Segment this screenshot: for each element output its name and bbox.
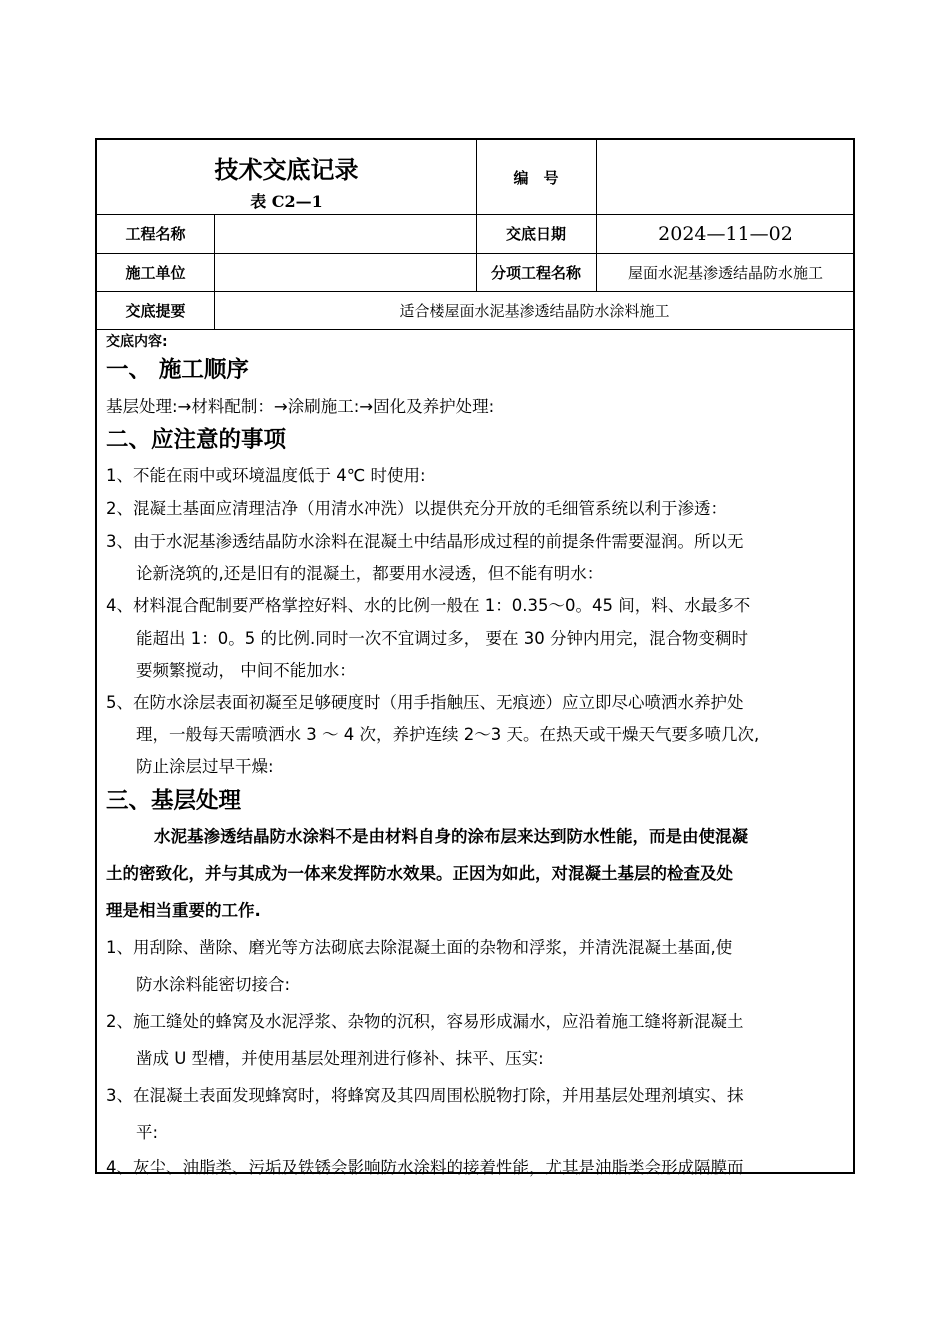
substrate-line: 防水涂料能密切接合: xyxy=(136,975,291,994)
precaution-line: 5、在防水涂层表面初凝至足够硬度时（用手指触压、无痕迹）应立即尽心喷洒水养护处 xyxy=(106,693,744,712)
summary-label: 交底提要 xyxy=(125,301,186,320)
number-value[interactable] xyxy=(596,140,855,214)
precaution-line: 4、材料混合配制要严格掌控好料、水的比例一般在 1：0.35～0。45 间，料、水最多不 xyxy=(106,596,751,615)
date-label: 交底日期 xyxy=(505,225,566,243)
number-label: 编 号 xyxy=(513,168,559,187)
subproject-value[interactable]: 屋面水泥基渗透结晶防水施工 xyxy=(627,263,823,282)
precaution-line: 2、混凝土基面应清理洁净（用清水冲洗）以提供充分开放的毛细管系统以利于渗透： xyxy=(106,499,727,518)
technical-disclosure-form xyxy=(95,138,855,1177)
precaution-line: 理，一般每天需喷洒水 3 ～ 4 次，养护连续 2～3 天。在热天或干燥天气要多喷几次, xyxy=(136,725,760,744)
substrate-line: 3、在混凝土表面发现蜂窝时，将蜂窝及其四周围松脱物打除，并用基层处理剂填实、抹 xyxy=(106,1086,744,1105)
subproject-label: 分项工程名称 xyxy=(490,263,581,282)
substrate-paragraph-line: 水泥基渗透结晶防水涂料不是由材料自身的涂布层来达到防水性能，而是由使混凝 xyxy=(154,827,748,846)
section-heading-substrate: 三、基层处理 xyxy=(106,788,242,814)
project-name-label: 工程名称 xyxy=(125,225,186,243)
precaution-line: 防止涂层过早干燥: xyxy=(136,757,274,776)
contractor-label: 施工单位 xyxy=(125,263,186,282)
date-value[interactable]: 2024—11—02 xyxy=(658,222,793,245)
summary-value[interactable]: 适合楼屋面水泥基渗透结晶防水涂料施工 xyxy=(399,301,670,320)
substrate-paragraph-line: 理是相当重要的工作. xyxy=(106,901,261,920)
substrate-line: 1、用刮除、凿除、磨光等方法砌底去除混凝土面的杂物和浮浆，并清洗混凝土基面,使 xyxy=(106,938,733,957)
precaution-line: 要频繁搅动， 中间不能加水： xyxy=(136,661,356,680)
substrate-line: 凿成 U 型槽，并使用基层处理剂进行修补、抹平、压实: xyxy=(136,1049,544,1068)
contractor-value[interactable] xyxy=(214,253,476,291)
precaution-line: 论新浇筑的,还是旧有的混凝土，都要用水浸透，但不能有明水： xyxy=(136,564,604,583)
precaution-line: 3、由于水泥基渗透结晶防水涂料在混凝土中结晶形成过程的前提条件需要湿润。所以无 xyxy=(106,532,744,551)
section-heading-precautions: 二、应注意的事项 xyxy=(106,427,287,453)
precaution-line: 1、不能在雨中或环境温度低于 4℃ 时使用: xyxy=(106,466,426,485)
section-heading-sequence: 一、 施工顺序 xyxy=(106,357,249,383)
row-divider xyxy=(97,329,853,330)
substrate-line: 2、施工缝处的蜂窝及水泥浮浆、杂物的沉积，容易形成漏水，应沿着施工缝将新混凝土 xyxy=(106,1012,744,1031)
form-title: 技术交底记录 xyxy=(214,154,359,184)
project-name-value[interactable] xyxy=(214,214,476,253)
substrate-line: 4、灰尘、油脂类、污垢及铁锈会影响防水涂料的接着性能，尤其是油脂类会形成隔膜而 xyxy=(106,1158,744,1177)
table-code: 表 C2—1 xyxy=(250,191,323,211)
sequence-text: 基层处理:→材料配制：→涂刷施工:→固化及养护处理: xyxy=(106,397,495,416)
substrate-line: 平: xyxy=(136,1123,159,1142)
precaution-line: 能超出 1：0。5 的比例.同时一次不宜调过多， 要在 30 分钟内用完，混合物变稠时 xyxy=(136,629,748,648)
content-label: 交底内容: xyxy=(106,334,168,350)
substrate-paragraph-line: 土的密致化，并与其成为一体来发挥防水效果。正因为如此，对混凝土基层的检查及处 xyxy=(106,864,733,883)
